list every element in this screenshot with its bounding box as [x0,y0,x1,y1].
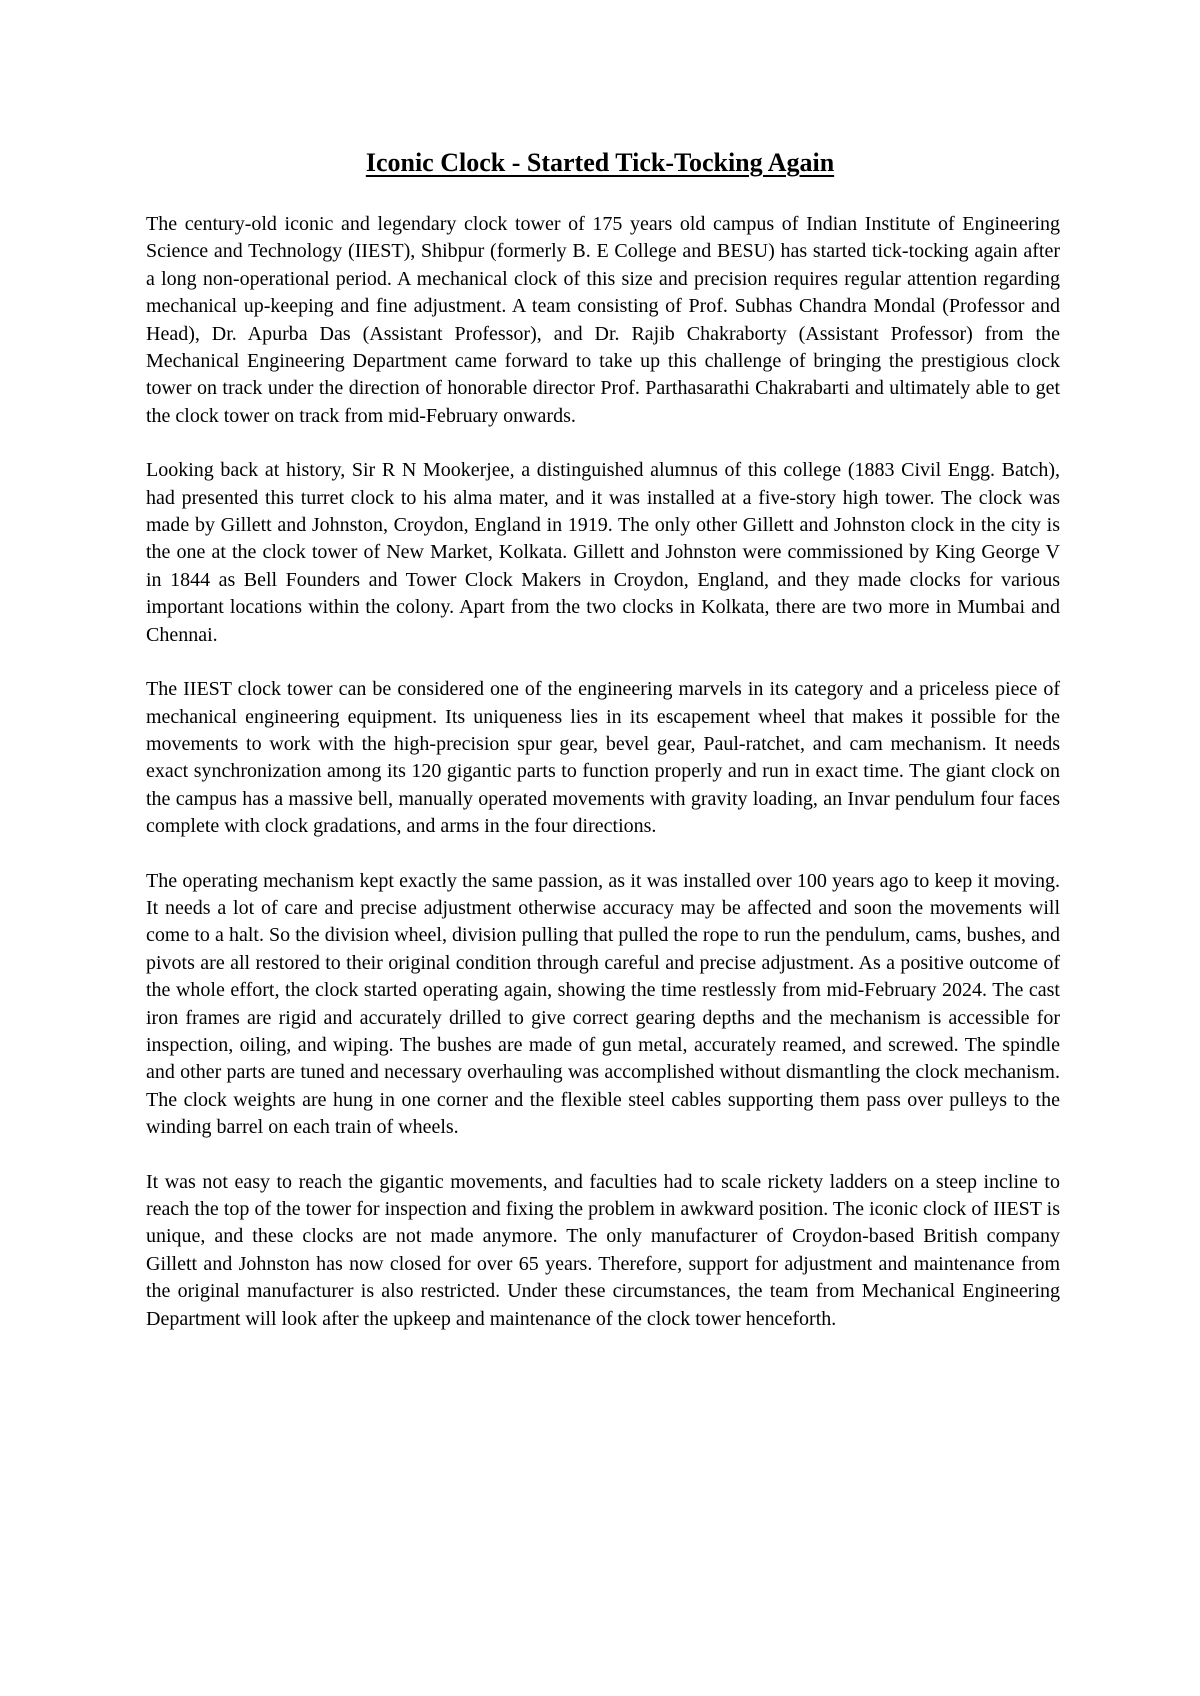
document-title: Iconic Clock - Started Tick-Tocking Again [365,148,835,177]
paragraph-1: The century-old iconic and legendary clock tower of 175 years old campus of Indian Institute of Engineering Science and Technology (IIEST), Shibpur (formerly B. E College and BESU) has started tick-tocking again after a long non-operational period. A mechanical clock of this size and precision requires regular attention regarding mechanical up-keeping and fine adjustment. A team consisting of Prof. Subhas Chandra Mondal (Professor and Head), Dr. Apurba Das (Assistant Professor), and Dr. Rajib Chakraborty (Assistant Professor) from the Mechanical Engineering Department came forward to take up this challenge of bringing the prestigious clock tower on track under the direction of honorable director Prof. Parthasarathi Chakrabarti and ultimately able to get the clock tower on track from mid-February onwards. [146,213,1060,427]
document-body [146,211,1060,1360]
paragraph-4: The operating mechanism kept exactly the same passion, as it was installed over 100 years ago to keep it moving. It needs a lot of care and precise adjustment otherwise accuracy may be affected and soon the movements will come to a halt. So the division wheel, division pulling that pulled the rope to run the pendulum, cams, bushes, and pivots are all restored to their original condition through careful and precise adjustment. As a positive outcome of the whole effort, the clock started operating again, showing the time restlessly from mid-February 2024. The cast iron frames are rigid and accurately drilled to give correct gearing depths and the mechanism is accessible for inspection, oiling, and wiping. The bushes are made of gun metal, accurately reamed, and screwed. The spindle and other parts are tuned and necessary overhauling was accomplished without dismantling the clock mechanism. The clock weights are hung in one corner and the flexible steel cables supporting them pass over pulleys to the winding barrel on each train of wheels. [146,869,1060,1139]
paragraph-3: The IIEST clock tower can be considered one of the engineering marvels in its category and a priceless piece of mechanical engineering equipment. Its uniqueness lies in its escapement wheel that makes it possible for the movements to work with the high-precision spur gear, bevel gear, Paul-ratchet, and cam mechanism. It needs exact synchronization among its 120 gigantic parts to function properly and run in exact time. The giant clock on the campus has a massive bell, manually operated movements with gravity loading, an Invar pendulum four faces complete with clock gradations, and arms in the four directions. [146,678,1060,838]
paragraph-2: Looking back at history, Sir R N Mookerjee, a distinguished alumnus of this college (1883 Civil Engg. Batch), had presented this turret clock to his alma mater, and it was installed at a five-story high tower. The clock was made by Gillett and Johnston, Croydon, England in 1919. The only other Gillett and Johnston clock in the city is the one at the clock tower of New Market, Kolkata. Gillett and Johnston were commissioned by King George V in 1844 as Bell Founders and Tower Clock Makers in Croydon, England, and they made clocks for various important locations within the colony. Apart from the two clocks in Kolkata, there are two more in Mumbai and Chennai. [146,459,1060,646]
paragraph-5: It was not easy to reach the gigantic movements, and faculties had to scale rickety ladders on a steep incline to reach the top of the tower for inspection and fixing the problem in awkward position. The iconic clock of IIEST is unique, and these clocks are not made anymore. The only manufacturer of Croydon-based British company Gillett and Johnston has now closed for over 65 years. Therefore, support for adjustment and maintenance from the original manufacturer is also restricted. Under these circumstances, the team from Mechanical Engineering Department will look after the upkeep and maintenance of the clock tower henceforth. [146,1170,1060,1330]
